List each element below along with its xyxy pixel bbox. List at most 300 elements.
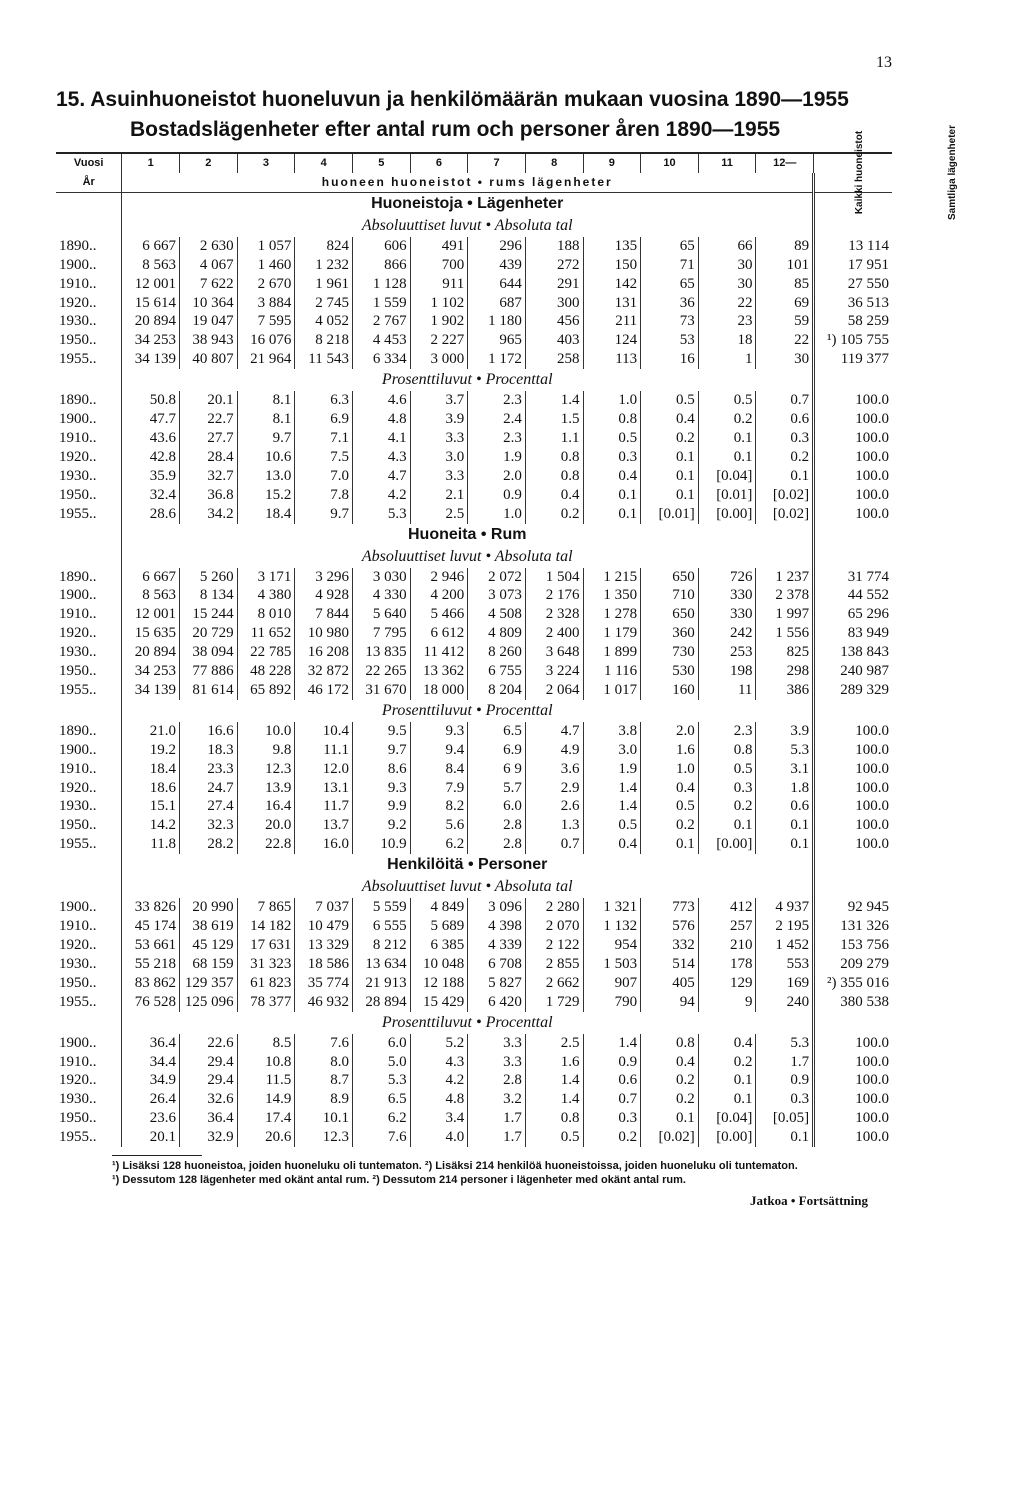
section-subtitle-row — [56, 1012, 892, 1034]
cell-value: 29.4 — [180, 1071, 238, 1090]
cell-value: 198 — [698, 662, 756, 681]
cell-total: 100.0 — [855, 1091, 889, 1108]
cell-value: 0.1 — [756, 1128, 814, 1147]
col-header-4: 4 — [295, 154, 353, 173]
row-year: 1920.. — [56, 624, 122, 643]
cell-value: 272 — [525, 256, 583, 275]
cell-value: 3 296 — [295, 568, 353, 587]
table-row — [56, 505, 892, 524]
row-year: 1930.. — [56, 955, 122, 974]
cell-value: 2.3 — [468, 429, 526, 448]
cell-value: 1 729 — [525, 993, 583, 1012]
cell-value: 1 460 — [237, 256, 295, 275]
cell-value: 1 215 — [583, 568, 641, 587]
cell-value: 45 174 — [122, 917, 180, 936]
cell-total: 92 945 — [847, 899, 889, 916]
cell-value: 0.3 — [698, 779, 756, 798]
row-year: 1910.. — [56, 275, 122, 294]
table-subtitle: Bostadslägenheter efter antal rum och personer åren 1890—1955 — [130, 118, 781, 141]
cell-value: 3 648 — [525, 643, 583, 662]
cell-value: 0.6 — [756, 410, 814, 429]
cell-value: 439 — [468, 256, 526, 275]
cell-value: 32.9 — [180, 1128, 238, 1147]
cell-value: 4 067 — [180, 256, 238, 275]
total-header — [814, 125, 958, 221]
cell-value: 1.7 — [756, 1053, 814, 1072]
section-title-row — [56, 192, 892, 215]
cell-value: 34 139 — [122, 681, 180, 700]
cell-value: 10.9 — [352, 835, 410, 854]
page-number: 13 — [876, 54, 892, 71]
cell-value: 31 323 — [237, 955, 295, 974]
cell-value: 1.9 — [468, 448, 526, 467]
cell-value: 1 452 — [756, 936, 814, 955]
cell-value: 2.8 — [468, 816, 526, 835]
cell-value: 5 559 — [352, 898, 410, 917]
cell-total: 100.0 — [855, 722, 889, 739]
section-subtitle: Prosenttiluvut • Procenttal — [122, 1012, 814, 1034]
table-row — [56, 1034, 892, 1053]
cell-value: 34 253 — [122, 331, 180, 350]
cell-value: 2 630 — [180, 237, 238, 256]
cell-value: 6 667 — [122, 568, 180, 587]
cell-value: [0.02] — [756, 486, 814, 505]
cell-value: 69 — [756, 294, 814, 313]
cell-value: 150 — [583, 256, 641, 275]
cell-value: 0.6 — [583, 1071, 641, 1090]
cell-value: 2 745 — [295, 294, 353, 313]
cell-value: 3.9 — [756, 722, 814, 741]
cell-value: 0.2 — [698, 410, 756, 429]
cell-value: 530 — [641, 662, 699, 681]
cell-value: 965 — [468, 331, 526, 350]
cell-value: 81 614 — [180, 681, 238, 700]
cell-value: 5 689 — [410, 917, 468, 936]
cell-value: 1 102 — [410, 294, 468, 313]
cell-value: 46 172 — [295, 681, 353, 700]
cell-value: 0.1 — [641, 835, 699, 854]
cell-total: 100.0 — [855, 505, 889, 522]
cell-value: 5.2 — [410, 1034, 468, 1053]
cell-value: 18 000 — [410, 681, 468, 700]
cell-value: 0.5 — [641, 797, 699, 816]
cell-value: 1 559 — [352, 294, 410, 313]
cell-value: 0.1 — [583, 505, 641, 524]
cell-value: 29.4 — [180, 1053, 238, 1072]
cell-value: 2.3 — [468, 391, 526, 410]
row-year: 1930.. — [56, 312, 122, 331]
cell-value: 36 — [641, 294, 699, 313]
cell-total: 31 774 — [847, 568, 889, 585]
cell-value: 1.7 — [468, 1128, 526, 1147]
cell-value: 1.4 — [525, 391, 583, 410]
cell-value: [0.02] — [756, 505, 814, 524]
cell-value: 61 823 — [237, 974, 295, 993]
cell-value: 32 872 — [295, 662, 353, 681]
cell-value: 773 — [641, 898, 699, 917]
cell-value: 8 563 — [122, 586, 180, 605]
cell-value: 8 134 — [180, 586, 238, 605]
cell-value: 330 — [698, 605, 756, 624]
cell-value: 42.8 — [122, 448, 180, 467]
cell-value: 19.2 — [122, 741, 180, 760]
cell-value: 0.1 — [641, 1109, 699, 1128]
cell-value: 0.2 — [698, 797, 756, 816]
cell-value: 4 937 — [756, 898, 814, 917]
cell-total: 131 326 — [840, 918, 889, 935]
table-row — [56, 898, 892, 917]
cell-value: 11.5 — [237, 1071, 295, 1090]
section-subtitle-row — [56, 215, 892, 237]
cell-value: 7.6 — [295, 1034, 353, 1053]
cell-value: 8.9 — [295, 1090, 353, 1109]
cell-total: 100.0 — [855, 1129, 889, 1146]
cell-value: 71 — [641, 256, 699, 275]
cell-value: 5 260 — [180, 568, 238, 587]
cell-value: 9.2 — [352, 816, 410, 835]
cell-value: 0.1 — [756, 467, 814, 486]
section-title-row — [56, 524, 892, 546]
footnotes — [112, 1159, 798, 1187]
row-year: 1950.. — [56, 486, 122, 505]
cell-value: 1.0 — [641, 760, 699, 779]
cell-value: 22 265 — [352, 662, 410, 681]
cell-value: 36.4 — [180, 1109, 238, 1128]
cell-value: 2.5 — [525, 1034, 583, 1053]
cell-total: 44 552 — [847, 587, 889, 604]
cell-value: 33 826 — [122, 898, 180, 917]
cell-value: 730 — [641, 643, 699, 662]
cell-value: 650 — [641, 605, 699, 624]
cell-value: 22.8 — [237, 835, 295, 854]
cell-value: [0.01] — [698, 486, 756, 505]
cell-value: 0.2 — [641, 1090, 699, 1109]
cell-value: 28.6 — [122, 505, 180, 524]
cell-total: 289 329 — [840, 681, 889, 698]
row-year: 1900.. — [56, 1034, 122, 1053]
cell-value: 13 362 — [410, 662, 468, 681]
row-year: 1955.. — [56, 505, 122, 524]
cell-value: 0.4 — [698, 1034, 756, 1053]
cell-value: 13.7 — [295, 816, 353, 835]
cell-value: 514 — [641, 955, 699, 974]
table-title: 15. Asuinhuoneistot huoneluvun ja henkilömäärän mukaan vuosina 1890—1955 — [56, 88, 849, 111]
cell-value: 9.7 — [352, 741, 410, 760]
cell-value: 188 — [525, 237, 583, 256]
cell-value: 687 — [468, 294, 526, 313]
cell-value: [0.00] — [698, 835, 756, 854]
cell-value: 16 076 — [237, 331, 295, 350]
cell-value: 20 729 — [180, 624, 238, 643]
cell-value: 4.7 — [352, 467, 410, 486]
cell-value: 2.9 — [525, 779, 583, 798]
row-year: 1900.. — [56, 410, 122, 429]
cell-value: 8.4 — [410, 760, 468, 779]
section-spacer — [56, 876, 122, 898]
cell-value: 9 — [698, 993, 756, 1012]
cell-value: 2.0 — [641, 722, 699, 741]
cell-value: 34 139 — [122, 350, 180, 369]
table-row — [56, 586, 892, 605]
cell-value: 2.8 — [468, 835, 526, 854]
cell-value: 15 429 — [410, 993, 468, 1012]
cell-value: 10.6 — [237, 448, 295, 467]
cell-total: 240 987 — [840, 663, 889, 680]
cell-total: 100.0 — [855, 1034, 889, 1051]
cell-value: 77 886 — [180, 662, 238, 681]
section-subtitle-row — [56, 700, 892, 722]
cell-value: 1 504 — [525, 568, 583, 587]
cell-value: 11 — [698, 681, 756, 700]
cell-value: 68 159 — [180, 955, 238, 974]
cell-value: 412 — [698, 898, 756, 917]
cell-value: 825 — [756, 643, 814, 662]
cell-value: 94 — [641, 993, 699, 1012]
cell-value: 7 795 — [352, 624, 410, 643]
cell-value: 0.5 — [698, 760, 756, 779]
cell-value: 101 — [756, 256, 814, 275]
table-row — [56, 917, 892, 936]
cell-value: 78 377 — [237, 993, 295, 1012]
cell-value: 28.2 — [180, 835, 238, 854]
table-row — [56, 568, 892, 587]
cell-value: 5 466 — [410, 605, 468, 624]
cell-value: 76 528 — [122, 993, 180, 1012]
cell-value: 3.3 — [410, 467, 468, 486]
row-year: 1900.. — [56, 586, 122, 605]
cell-value: 8.6 — [352, 760, 410, 779]
cell-total: ¹) 105 755 — [827, 332, 889, 349]
cell-value: 1 902 — [410, 312, 468, 331]
cell-value: 45 129 — [180, 936, 238, 955]
cell-value: 13 835 — [352, 643, 410, 662]
cell-value: 3 030 — [352, 568, 410, 587]
cell-value: 0.1 — [641, 486, 699, 505]
cell-total: 100.0 — [855, 741, 889, 758]
table-row — [56, 486, 892, 505]
cell-value: 11.7 — [295, 797, 353, 816]
cell-value: [0.02] — [641, 1128, 699, 1147]
year-header-sv: År — [56, 173, 122, 192]
cell-value: 6.5 — [468, 722, 526, 741]
cell-value: 6.2 — [352, 1109, 410, 1128]
cell-value: 8 218 — [295, 331, 353, 350]
cell-value: 15.1 — [122, 797, 180, 816]
cell-value: 35 774 — [295, 974, 353, 993]
cell-value: 10.8 — [237, 1053, 295, 1072]
cell-value: 954 — [583, 936, 641, 955]
cell-value: [0.04] — [698, 467, 756, 486]
cell-value: 15 244 — [180, 605, 238, 624]
table-row — [56, 605, 892, 624]
cell-value: 35.9 — [122, 467, 180, 486]
cell-value: 9.7 — [237, 429, 295, 448]
cell-value: 2 767 — [352, 312, 410, 331]
table-row — [56, 237, 892, 256]
table-row — [56, 294, 892, 313]
cell-value: 50.8 — [122, 391, 180, 410]
cell-value: 16.4 — [237, 797, 295, 816]
col-header-2: 2 — [180, 154, 238, 173]
cell-value: 2 064 — [525, 681, 583, 700]
cell-value: 332 — [641, 936, 699, 955]
cell-value: 4 453 — [352, 331, 410, 350]
cell-value: 4.6 — [352, 391, 410, 410]
cell-value: 28.4 — [180, 448, 238, 467]
row-year: 1930.. — [56, 1090, 122, 1109]
table-row — [56, 1071, 892, 1090]
section-subtitle: Absoluuttiset luvut • Absoluta tal — [122, 215, 814, 237]
cell-value: 30 — [698, 256, 756, 275]
cell-value: 21.0 — [122, 722, 180, 741]
cell-value: 0.3 — [756, 1090, 814, 1109]
cell-value: 5 827 — [468, 974, 526, 993]
cell-value: 125 096 — [180, 993, 238, 1012]
cell-value: 129 357 — [180, 974, 238, 993]
section-subtitle: Absoluuttiset luvut • Absoluta tal — [122, 876, 814, 898]
cell-value: 1 017 — [583, 681, 641, 700]
cell-value: 2 280 — [525, 898, 583, 917]
row-year: 1930.. — [56, 467, 122, 486]
cell-value: 1 961 — [295, 275, 353, 294]
footnote-rule — [112, 1155, 202, 1156]
cell-total: 138 843 — [840, 644, 889, 661]
cell-total: 100.0 — [855, 798, 889, 815]
cell-value: 20 894 — [122, 643, 180, 662]
section-title: Huoneistoja • Lägenheter — [122, 192, 814, 215]
cell-value: 2.4 — [468, 410, 526, 429]
cell-value: 4.2 — [352, 486, 410, 505]
cell-value: 65 — [641, 237, 699, 256]
cell-value: 5.3 — [352, 505, 410, 524]
row-year: 1955.. — [56, 350, 122, 369]
cell-total: 36 513 — [847, 294, 889, 311]
section-subtitle: Absoluuttiset luvut • Absoluta tal — [122, 546, 814, 568]
cell-value: 85 — [756, 275, 814, 294]
cell-value: 3.8 — [583, 722, 641, 741]
row-year: 1950.. — [56, 816, 122, 835]
cell-value: 4 849 — [410, 898, 468, 917]
row-year: 1930.. — [56, 643, 122, 662]
table-row — [56, 681, 892, 700]
cell-value: 24.7 — [180, 779, 238, 798]
cell-value: 5.3 — [756, 1034, 814, 1053]
cell-value: 12.3 — [237, 760, 295, 779]
cell-value: 1 237 — [756, 568, 814, 587]
cell-total: 27 550 — [847, 275, 889, 292]
cell-total: 209 279 — [840, 955, 889, 972]
table-row — [56, 797, 892, 816]
cell-value: 210 — [698, 936, 756, 955]
cell-value: 2 855 — [525, 955, 583, 974]
cell-value: 142 — [583, 275, 641, 294]
cell-value: 1 179 — [583, 624, 641, 643]
cell-value: 18 586 — [295, 955, 353, 974]
table-row — [56, 1090, 892, 1109]
col-header-7: 7 — [468, 154, 526, 173]
cell-value: 21 964 — [237, 350, 295, 369]
cell-value: 1.4 — [525, 1090, 583, 1109]
cell-value: 0.1 — [698, 1090, 756, 1109]
cell-value: 34.2 — [180, 505, 238, 524]
cell-value: 6.9 — [468, 741, 526, 760]
col-header-8: 8 — [525, 154, 583, 173]
cell-value: 32.6 — [180, 1090, 238, 1109]
cell-value: 11 412 — [410, 643, 468, 662]
cell-value: 4 339 — [468, 936, 526, 955]
cell-value: 0.8 — [525, 1109, 583, 1128]
cell-value: 0.3 — [583, 1109, 641, 1128]
cell-value: 22 — [756, 331, 814, 350]
cell-value: 3.2 — [468, 1090, 526, 1109]
cell-value: 28 894 — [352, 993, 410, 1012]
cell-value: 1.3 — [525, 816, 583, 835]
cell-value: 2 227 — [410, 331, 468, 350]
cell-value: 0.5 — [583, 429, 641, 448]
cell-total: 100.0 — [855, 411, 889, 428]
cell-value: 1 116 — [583, 662, 641, 681]
cell-value: 11 652 — [237, 624, 295, 643]
cell-value: 5.3 — [756, 741, 814, 760]
cell-value: 23 — [698, 312, 756, 331]
cell-value: 298 — [756, 662, 814, 681]
cell-value: 11.8 — [122, 835, 180, 854]
cell-value: 3.0 — [410, 448, 468, 467]
row-year: 1955.. — [56, 1128, 122, 1147]
cell-value: 16.6 — [180, 722, 238, 741]
cell-value: 9.8 — [237, 741, 295, 760]
cell-value: 7.0 — [295, 467, 353, 486]
cell-value: 710 — [641, 586, 699, 605]
cell-value: 8 260 — [468, 643, 526, 662]
cell-value: 0.9 — [583, 1053, 641, 1072]
cell-value: 790 — [583, 993, 641, 1012]
cell-value: [0.01] — [641, 505, 699, 524]
cell-value: 16 208 — [295, 643, 353, 662]
cell-value: 7 622 — [180, 275, 238, 294]
cell-value: 4.8 — [410, 1090, 468, 1109]
cell-value: 12.3 — [295, 1128, 353, 1147]
cell-value: 2 072 — [468, 568, 526, 587]
cell-value: 10 048 — [410, 955, 468, 974]
cell-value: 0.8 — [525, 448, 583, 467]
cell-value: 0.1 — [756, 816, 814, 835]
row-year: 1955.. — [56, 681, 122, 700]
cell-value: 1.4 — [583, 797, 641, 816]
row-year: 1910.. — [56, 605, 122, 624]
cell-total: 119 377 — [840, 351, 889, 368]
cell-value: 0.5 — [698, 391, 756, 410]
cell-value: 386 — [756, 681, 814, 700]
cell-value: 3 884 — [237, 294, 295, 313]
footnote-sv: ¹) Dessutom 128 lägenheter med okänt antal rum. ²) Dessutom 214 personer i lägenheter med okänt antal rum. — [112, 1174, 686, 1186]
cell-value: 0.2 — [525, 505, 583, 524]
cell-value: 14.9 — [237, 1090, 295, 1109]
table-row — [56, 835, 892, 854]
cell-value: 0.7 — [583, 1090, 641, 1109]
cell-value: 3.4 — [410, 1109, 468, 1128]
cell-value: 1.8 — [756, 779, 814, 798]
cell-total: 100.0 — [855, 448, 889, 465]
row-year: 1920.. — [56, 294, 122, 313]
cell-value: 6 385 — [410, 936, 468, 955]
cell-value: 20.0 — [237, 816, 295, 835]
cell-value: 7.9 — [410, 779, 468, 798]
cell-value: 2.8 — [468, 1071, 526, 1090]
row-year: 1950.. — [56, 662, 122, 681]
section-spacer — [56, 700, 122, 722]
table-row — [56, 350, 892, 369]
